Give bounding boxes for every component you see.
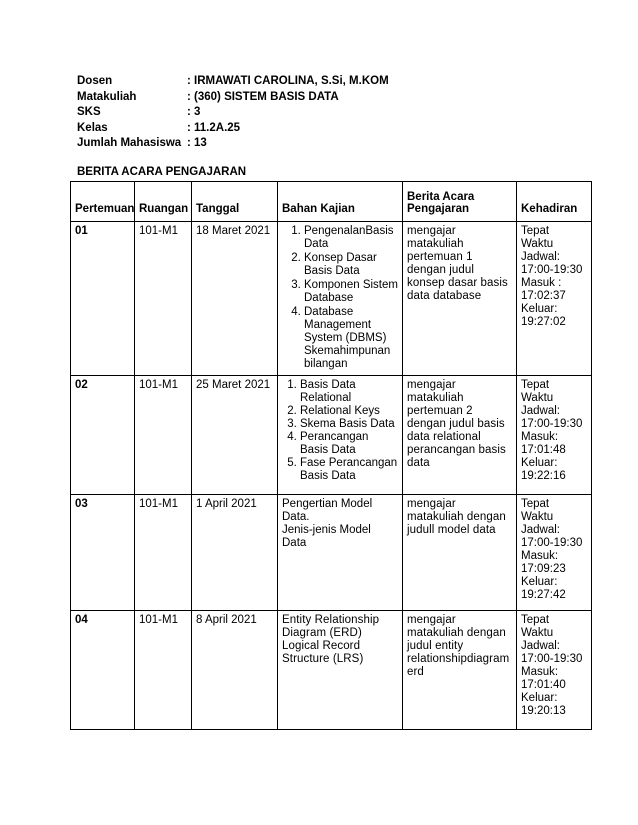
cell-bahan-kajian — [278, 376, 403, 495]
kehadiran-line: Tepat — [521, 225, 550, 237]
kehadiran-line: 17:00-19:30 — [521, 264, 583, 276]
cell-pertemuan: 03 — [71, 495, 135, 611]
kehadiran-line: Tepat — [521, 498, 550, 510]
kehadiran-line: 17:00-19:30 — [521, 418, 583, 430]
cell-kehadiran — [517, 222, 592, 376]
kehadiran-line: Waktu — [521, 238, 554, 250]
cell-ruangan: 101-M1 — [135, 222, 192, 376]
kehadiran-line: 17:09:23 — [521, 563, 566, 575]
table-row — [71, 222, 592, 376]
kehadiran-line: 19:27:02 — [521, 316, 566, 328]
list-item: 4. Database Management System (DBMS) Skemahimpunan bilangan — [304, 306, 398, 371]
info-value: : 3 — [187, 106, 201, 118]
info-label: Kelas — [77, 121, 108, 134]
kehadiran-line: 17:00-19:30 — [521, 653, 583, 665]
info-row-dosen — [77, 74, 389, 90]
section-title: BERITA ACARA PENGAJARAN — [77, 166, 247, 178]
kehadiran-line: 19:27:42 — [521, 589, 566, 601]
list-item: 4. Perancangan Basis Data — [300, 431, 398, 457]
kehadiran-line: Tepat — [521, 379, 550, 391]
kehadiran-line: Waktu — [521, 511, 554, 523]
list-item: 3. Skema Basis Data — [300, 418, 398, 431]
list-item: 1. PengenalanBasis Data — [304, 225, 398, 251]
cell-berita-acara: mengajar matakuliah dengan judull model data — [403, 495, 517, 611]
cell-kehadiran — [517, 495, 592, 611]
cell-kehadiran — [517, 376, 592, 495]
berita-acara-table — [70, 181, 592, 730]
cell-tanggal: 8 April 2021 — [192, 611, 278, 730]
kehadiran-line: Masuk: — [521, 431, 559, 443]
info-row-jumlah-mahasiswa — [77, 136, 389, 152]
cell-pertemuan: 02 — [71, 376, 135, 495]
info-value: : (360) SISTEM BASIS DATA — [187, 90, 339, 103]
cell-tanggal: 18 Maret 2021 — [192, 222, 278, 376]
list-item: 5. Fase Perancangan Basis Data — [300, 457, 398, 483]
kehadiran-line: Masuk: — [521, 666, 559, 678]
course-info — [77, 74, 389, 152]
cell-ruangan: 101-M1 — [135, 495, 192, 611]
kehadiran-line: 17:00-19:30 — [521, 537, 583, 549]
info-value: : 13 — [187, 137, 207, 149]
kehadiran-line: 19:22:16 — [521, 470, 566, 482]
kehadiran-line: Waktu — [521, 627, 554, 639]
info-label: Matakuliah — [77, 90, 137, 103]
info-row-kelas — [77, 121, 389, 137]
kehadiran-line: Masuk: — [521, 550, 559, 562]
cell-berita-acara: mengajar matakuliah pertemuan 1 dengan judul konsep dasar basis data database — [403, 222, 517, 376]
header-ruangan: Ruangan — [135, 182, 192, 222]
table-row — [71, 495, 592, 611]
cell-ruangan: 101-M1 — [135, 376, 192, 495]
info-row-matakuliah — [77, 90, 389, 106]
topic-line: Entity Relationship Diagram (ERD) — [282, 614, 380, 639]
cell-bahan-kajian — [278, 222, 403, 376]
table-row — [71, 611, 592, 730]
topic-line: Jenis-jenis Model Data — [282, 524, 371, 549]
cell-berita-acara: mengajar matakuliah pertemuan 2 dengan judul basis data relational perancangan basis data — [403, 376, 517, 495]
cell-tanggal: 1 April 2021 — [192, 495, 278, 611]
kehadiran-line: Jadwal: — [521, 251, 560, 263]
info-value: : 11.2A.25 — [187, 121, 241, 134]
kehadiran-line: 17:01:40 — [521, 679, 566, 691]
kehadiran-line: Jadwal: — [521, 640, 560, 652]
kehadiran-line: Tepat — [521, 614, 550, 626]
cell-pertemuan: 01 — [71, 222, 135, 376]
kehadiran-line: Keluar: — [521, 457, 558, 469]
header-kehadiran: Kehadiran — [517, 182, 592, 222]
kehadiran-line: Keluar: — [521, 576, 558, 588]
header-pertemuan: Pertemuan — [71, 182, 135, 222]
topic-line: Logical Record Structure (LRS) — [282, 640, 364, 665]
topic-list — [282, 379, 398, 483]
list-item: 2. Konsep Dasar Basis Data — [304, 252, 398, 278]
info-row-sks — [77, 105, 389, 121]
cell-ruangan: 101-M1 — [135, 611, 192, 730]
header-bahan-kajian: Bahan Kajian — [278, 182, 403, 222]
topic-list — [282, 225, 398, 371]
info-value: : IRMAWATI CAROLINA, S.Si, M.KOM — [187, 75, 389, 87]
table-row — [71, 376, 592, 495]
cell-bahan-kajian — [278, 611, 403, 730]
list-item: 3. Komponen Sistem Database — [304, 279, 398, 305]
info-label: Dosen — [77, 75, 113, 87]
cell-tanggal: 25 Maret 2021 — [192, 376, 278, 495]
kehadiran-line: Waktu — [521, 392, 554, 404]
info-label: Jumlah Mahasiswa — [77, 137, 182, 149]
topic-line: Pengertian Model Data. — [282, 498, 373, 523]
cell-berita-acara: mengajar matakuliah dengan judul entity relationshipdiagram erd — [403, 611, 517, 730]
kehadiran-line: Jadwal: — [521, 524, 560, 536]
kehadiran-line: Masuk : — [521, 277, 562, 289]
kehadiran-line: Keluar: — [521, 692, 558, 704]
list-item: 2. Relational Keys — [300, 405, 398, 418]
cell-pertemuan: 04 — [71, 611, 135, 730]
cell-bahan-kajian — [278, 495, 403, 611]
info-label: SKS — [77, 106, 101, 118]
kehadiran-line: Keluar: — [521, 303, 558, 315]
kehadiran-line: 17:01:48 — [521, 444, 566, 456]
cell-kehadiran — [517, 611, 592, 730]
table-header-row — [71, 182, 592, 222]
header-tanggal: Tanggal — [192, 182, 278, 222]
kehadiran-line: 17:02:37 — [521, 290, 566, 302]
list-item: 1. Basis Data Relational — [300, 379, 398, 405]
header-berita-acara: Berita Acara Pengajaran — [403, 182, 517, 222]
kehadiran-line: 19:20:13 — [521, 705, 566, 717]
kehadiran-line: Jadwal: — [521, 405, 560, 417]
